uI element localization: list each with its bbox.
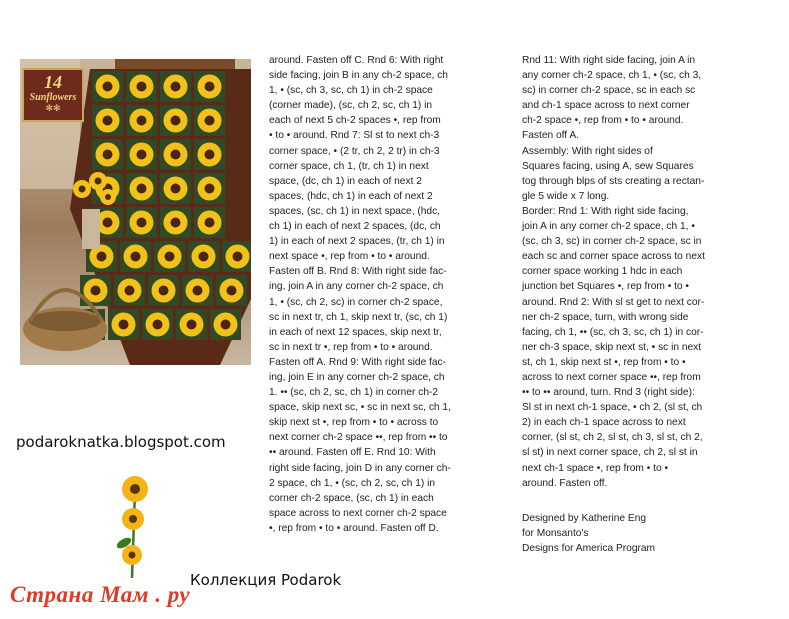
square-sunflower-center <box>205 116 215 126</box>
text-line: skip next st •, rep from • to • across to <box>269 417 439 429</box>
text-line: space, skip next sc, • sc in next sc, ch 1, <box>269 402 451 414</box>
text-line: next space •, rep from • to • around. <box>269 251 430 263</box>
text-line: Fasten off A. Rnd 9: With right side fac- <box>269 356 447 368</box>
text-line: spaces, (sc, ch 1) in next space, (hdc, <box>269 205 440 217</box>
square-sunflower-center <box>233 252 243 262</box>
text-line: (sc, ch 3, sc) in corner ch-2 space, sc in <box>522 236 702 248</box>
square-sunflower-center <box>153 320 163 330</box>
text-line: 1, • (sc, ch 2, sc) in corner ch-2 space, <box>269 296 443 308</box>
text-line: 2 space, ch 1, • (sc, ch 2, sc, ch 1) in <box>269 477 436 489</box>
badge-number: 14 <box>44 72 62 92</box>
square-sunflower-center <box>159 286 169 296</box>
text-line: Rnd 11: With right side facing, join A in <box>522 55 696 66</box>
text-line: (corner made), (sc, ch 2, sc, ch 1) in <box>269 100 433 112</box>
text-line: st, ch 1, skip next st •, rep from • to • <box>522 356 686 368</box>
square-sunflower-center <box>171 116 181 126</box>
credit-line: for Monsanto's <box>522 527 589 539</box>
text-line: junction bet Squares •, rep from • to • <box>522 281 689 293</box>
text-line: 1. •• (sc, ch 2, sc, ch 1) in corner ch-2 <box>269 387 439 399</box>
square-sunflower-center <box>227 286 237 296</box>
instructions-column-2 <box>522 53 752 556</box>
text-line: Fasten off B. Rnd 8: With right side fac- <box>269 266 447 278</box>
sunflower-middle <box>122 508 144 530</box>
text-line: ing, join A in any corner ch-2 space, ch <box>269 281 444 293</box>
square-sunflower-center <box>171 184 181 194</box>
text-line: space across to next corner ch-2 space <box>269 507 447 519</box>
text-line: corner space, • (2 tr, ch 2, 2 tr) in ch-3 <box>269 145 440 157</box>
credit-line: Designed by Katherine Eng <box>522 512 647 524</box>
text-line: Border: Rnd 1: With right side facing, <box>522 205 689 217</box>
square-sunflower-center <box>103 116 113 126</box>
square-sunflower-center <box>171 218 181 228</box>
badge-label: Sunflowers <box>29 92 77 103</box>
text-line: •• around. Fasten off E. Rnd 10: With <box>269 447 436 459</box>
collection-label: Коллекция Podarok <box>190 571 342 589</box>
text-line: and ch-1 space across to next corner <box>522 100 690 112</box>
sunflower-decoration-icon <box>110 473 160 583</box>
text-line: spaces, (hdc, ch 1) in each of next 2 <box>269 190 433 202</box>
text-line: around. Fasten off. <box>522 477 608 489</box>
watermark-url: podaroknatka.blogspot.com <box>16 433 226 451</box>
square-sunflower-center <box>187 320 197 330</box>
vase-sunflower-center-3 <box>105 194 111 200</box>
text-line: next ch-1 space •, rep from • to • <box>522 462 669 474</box>
credit-line: Designs for America Program <box>522 542 656 554</box>
instructions-column-1 <box>269 53 499 536</box>
text-line: 1) in each of next 2 spaces, (tr, ch 1) in <box>269 236 445 248</box>
square-sunflower-center <box>103 82 113 92</box>
text-line: ner ch-2 space, turn, with wrong side <box>522 311 689 323</box>
square-sunflower-center <box>97 252 107 262</box>
square-sunflower-center <box>221 320 231 330</box>
text-line: each sc and corner space across to next <box>522 251 705 263</box>
text-line: corner ch-2 space, (sc, ch 1) in each <box>269 492 434 504</box>
square-sunflower-center <box>205 150 215 160</box>
text-line: corner space, ch 1, (tr, ch 1) in next <box>269 160 429 172</box>
text-line: •, rep from • to • around. Fasten off D. <box>269 522 439 534</box>
text-line: facing, ch 1, •• (sc, ch 3, sc, ch 1) in cor- <box>522 326 704 338</box>
vase-sunflower-center-1 <box>79 186 86 193</box>
text-line: Squares facing, using A, sew Squares <box>522 160 694 172</box>
square-sunflower-center <box>103 150 113 160</box>
text-line: right side facing, join D in any corner ch- <box>269 462 451 474</box>
basket-rim <box>29 311 101 331</box>
text-line: ch-2 space •, rep from • to • around. <box>522 115 684 127</box>
text-line: sc) in corner ch-2 space, sc in each sc <box>522 85 696 97</box>
text-line: ch 1) in each of next 2 spaces, (dc, ch <box>269 221 441 233</box>
text-line: Sl st in next ch-1 space, • ch 2, (sl st, ch <box>522 402 703 414</box>
square-sunflower-center <box>119 320 129 330</box>
pattern-number-badge <box>22 68 84 122</box>
square-sunflower-center <box>131 252 141 262</box>
square-sunflower-center <box>205 184 215 194</box>
square-sunflower-center <box>91 286 101 296</box>
text-line: each of next 5 ch-2 spaces •, rep from <box>269 115 441 127</box>
vase-sunflower-center-2 <box>95 178 102 185</box>
square-sunflower-center <box>103 218 113 228</box>
text-line: Assembly: With right sides of <box>522 145 653 157</box>
text-line: 2) in each ch-1 space across to next <box>522 417 686 429</box>
text-line: corner, (sl st, ch 2, sl st, ch 3, sl st, ch 2, <box>522 432 703 444</box>
square-sunflower-center <box>199 252 209 262</box>
text-line: space, (dc, ch 1) in each of next 2 <box>269 175 422 187</box>
text-line: sl st) in next corner space, ch 2, sl st in <box>522 447 698 459</box>
square-sunflower-center <box>125 286 135 296</box>
text-line: ing, join E in any corner ch-2 space, ch <box>269 371 445 383</box>
square-sunflower-center <box>165 252 175 262</box>
square-sunflower-center <box>205 218 215 228</box>
sunflower-bottom <box>122 545 142 565</box>
text-line: corner space working 1 hdc in each <box>522 266 683 278</box>
square-sunflower-center <box>137 116 147 126</box>
text-line: side facing, join B in any ch-2 space, ch <box>269 70 448 82</box>
text-line: gle 5 wide x 7 long. <box>522 190 610 202</box>
square-sunflower-center <box>137 218 147 228</box>
square-sunflower-center <box>137 82 147 92</box>
text-line: any corner ch-2 space, ch 1, • (sc, ch 3, <box>522 70 702 82</box>
badge-stars: ✻✻ <box>45 103 61 113</box>
square-sunflower-center <box>137 150 147 160</box>
text-line: 1, • (sc, ch 3, sc, ch 1) in ch-2 space <box>269 85 433 97</box>
text-line: tog through blps of sts creating a rectan- <box>522 175 705 187</box>
text-line: sc in next tr, ch 1, skip next tr, (sc, ch 1) <box>269 311 448 323</box>
square-sunflower-center <box>171 150 181 160</box>
text-line: around. Fasten off C. Rnd 6: With right <box>269 55 444 66</box>
text-line: across to next corner space ••, rep from <box>522 371 701 383</box>
text-line: • to • around. Rnd 7: Sl st to next ch-3 <box>269 130 440 142</box>
square-sunflower-center <box>193 286 203 296</box>
square-sunflower-center <box>137 184 147 194</box>
text-line: join A in any corner ch-2 space, ch 1, • <box>522 221 695 233</box>
vase <box>82 209 100 249</box>
designer-credits <box>522 511 752 556</box>
text-line: ner ch-3 space, skip next st, • sc in next <box>522 341 702 353</box>
square-sunflower-center <box>171 82 181 92</box>
text-line: •• to •• around, turn. Rnd 3 (right side): <box>522 387 695 399</box>
text-line: Fasten off A. <box>522 130 580 142</box>
square-sunflower-center <box>205 82 215 92</box>
text-line: in each of next 12 spaces, skip next tr, <box>269 326 442 338</box>
text-line: sc in next tr •, rep from • to • around. <box>269 341 433 353</box>
sunflower-top <box>122 476 148 502</box>
text-line: around. Rnd 2: With sl st get to next cor- <box>522 296 705 308</box>
text-line: next corner ch-2 space ••, rep from •• to <box>269 432 448 444</box>
site-logo: Страна Мам . ру <box>10 582 191 607</box>
